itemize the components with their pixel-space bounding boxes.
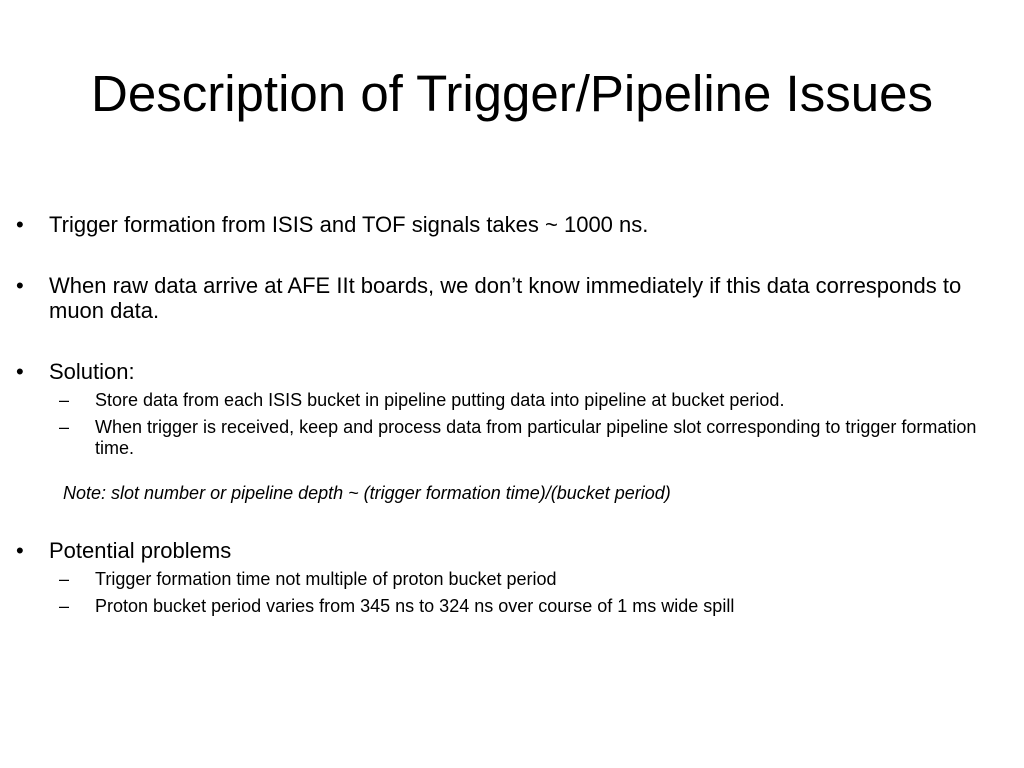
slide-title: Description of Trigger/Pipeline Issues [91, 65, 933, 122]
bullet-raw-data [16, 273, 1016, 323]
slide-body [16, 212, 1016, 653]
dash-marker: – [59, 390, 70, 410]
dash-marker: – [59, 569, 70, 589]
sub-bullet-text: When trigger is received, keep and process data from particular pipeline slot corresponding to trigger formation time. [95, 417, 977, 458]
sub-bullet-text: Trigger formation time not multiple of proton bucket period [95, 569, 557, 589]
sub-bullet-store-data [49, 390, 1016, 411]
note-text: Note: slot number or pipeline depth ~ (trigger formation time)/(bucket period) [63, 483, 671, 503]
bullet-text: When raw data arrive at AFE IIt boards, we don’t know immediately if this data corresponds to muon data. [49, 273, 962, 323]
sub-bullet-text: Proton bucket period varies from 345 ns to 324 ns over course of 1 ms wide spill [95, 596, 735, 616]
sub-bullet-text: Store data from each ISIS bucket in pipeline putting data into pipeline at bucket period. [95, 390, 785, 410]
dash-marker: – [59, 596, 70, 616]
dash-marker: – [59, 417, 70, 437]
bullet-text: Solution: [49, 359, 135, 384]
bullet-trigger-formation [16, 212, 1016, 237]
bullet-text: Trigger formation from ISIS and TOF signals takes ~ 1000 ns. [49, 212, 649, 237]
bullet-solution [16, 359, 1016, 384]
sub-bullet-trigger-received [49, 417, 1016, 459]
bullet-marker: • [16, 359, 24, 384]
bullet-text: Potential problems [49, 538, 232, 563]
bullet-marker: • [16, 538, 24, 563]
sub-bullet-not-multiple [49, 569, 1016, 590]
sub-bullet-period-varies [49, 596, 1016, 617]
bullet-potential-problems [16, 538, 1016, 563]
problems-sub-list [49, 569, 1016, 617]
solution-sub-list [49, 390, 1016, 459]
bullet-marker: • [16, 273, 24, 298]
bullet-marker: • [16, 212, 24, 237]
